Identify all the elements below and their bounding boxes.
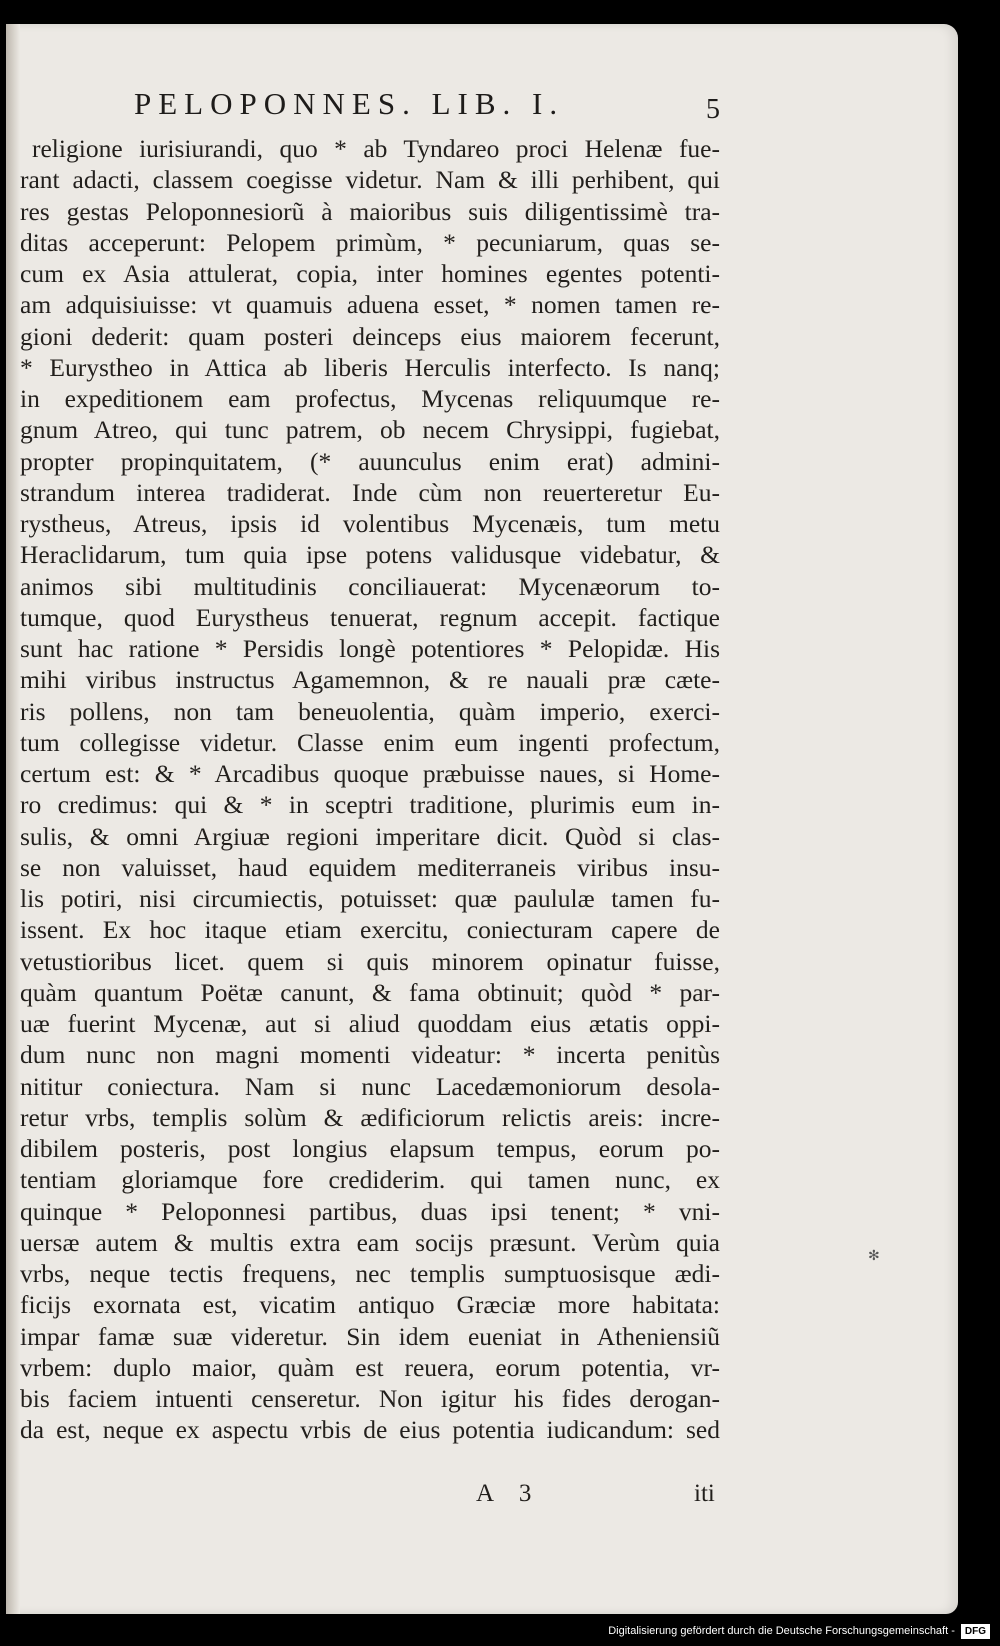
text-line: gioni dederit: quam posteri deinceps eius maiorem fecerunt, <box>20 321 720 351</box>
text-line: Heraclidarum, tum quia ipse potens validusque videbatur, & <box>20 540 720 570</box>
text-line: in expeditionem eam profectus, Mycenas reliquumque re- <box>20 384 720 413</box>
text-line: impar famæ suæ videretur. Sin idem eueniat in Atheniensiũ <box>20 1321 720 1351</box>
text-line: uersæ autem & multis extra eam socijs præsunt. Verùm quia <box>20 1227 720 1257</box>
text-line: vetustioribus licet. quem si quis minorem opinatur fuisse, <box>20 946 720 976</box>
text-line: * Eurystheo in Attica ab liberis Herculis interfecto. Is nanq; <box>20 352 720 382</box>
text-line: da est, neque ex aspectu vrbis de eius potentia iudicandum: sed <box>20 1415 720 1445</box>
catchword: iti <box>694 1480 715 1507</box>
text-line: ris pollens, non tam beneuolentia, quàm imperio, exerci- <box>20 696 720 726</box>
text-line: quinque * Peloponnesi partibus, duas ipsi tenent; * vni- <box>20 1196 720 1226</box>
dfg-logo: DFG <box>961 1624 990 1639</box>
text-line: quàm quantum Poëtæ canunt, & fama obtinuit; quòd * par- <box>20 977 720 1007</box>
text-line: bis faciem intuenti censeretur. Non igitur his fides derogan- <box>20 1384 720 1413</box>
text-line: strandum interea tradiderat. Inde cùm non reuerteretur Eu- <box>20 477 720 507</box>
text-line: gnum Atreo, qui tunc patrem, ob necem Chrysippi, fugiebat, <box>20 415 720 445</box>
text-line: uæ fuerint Mycenæ, aut si aliud quoddam eius ætatis oppi- <box>20 1009 720 1038</box>
text-line: retur vrbs, templis solùm & ædificiorum relictis areis: incre- <box>20 1102 720 1132</box>
text-line: nititur coniectura. Nam si nunc Lacedæmoniorum desola- <box>20 1071 720 1101</box>
text-line: ficijs exornata est, vicatim antiquo Græciæ more habitata: <box>20 1290 720 1320</box>
running-head <box>6 86 958 132</box>
digitization-credit <box>608 1620 990 1642</box>
text-line: tum collegisse videtur. Classe enim eum ingenti profectum, <box>20 727 720 757</box>
text-line: rant adacti, classem coegisse videtur. Nam & illi perhibent, qui <box>20 165 720 195</box>
text-line: res gestas Peloponnesiorũ à maioribus suis diligentissimè tra- <box>20 196 720 226</box>
text-line: ditas acceperunt: Pelopem primùm, * pecuniarum, quas se- <box>20 227 720 257</box>
text-line: tumque, quod Eurystheus tenuerat, regnum accepit. factique <box>20 602 720 632</box>
text-line: lis potiri, nisi circumiectis, potuisset: quæ paululæ tamen fu- <box>20 884 720 913</box>
text-line: issent. Ex hoc itaque etiam exercitu, coniecturam capere de <box>20 915 720 945</box>
page-number: 5 <box>706 94 720 125</box>
text-line: dibilem posteris, post longius elapsum tempus, eorum po- <box>20 1134 720 1163</box>
ink-speck-mark: ✻ <box>868 1248 880 1264</box>
running-head-title: PELOPONNES. LIB. I. <box>134 86 565 121</box>
text-line: sulis, & omni Argiuæ regioni imperitare dicit. Quòd si clas- <box>20 821 720 851</box>
text-line: religione iurisiurandi, quo * ab Tyndareo proci Helenæ fue- <box>32 134 720 163</box>
page-gutter-shadow <box>6 24 20 1614</box>
text-line: cum ex Asia attulerat, copia, inter homines egentes potenti- <box>20 259 720 288</box>
text-line: am adquisiuisse: vt quamuis aduena esset, * nomen tamen re- <box>20 290 720 320</box>
text-line: certum est: & * Arcadibus quoque præbuisse naues, si Home- <box>20 759 720 788</box>
text-line: sunt hac ratione * Persidis longè potentiores * Pelopidæ. His <box>20 634 720 663</box>
credit-text: Digitalisierung gefördert durch die Deutsche Forschungsgemeinschaft - <box>608 1625 955 1637</box>
page-footer <box>6 1480 958 1512</box>
book-page <box>6 24 958 1614</box>
text-line: vrbem: duplo maior, quàm est reuera, eorum potentia, vr- <box>20 1352 720 1382</box>
text-line: rystheus, Atreus, ipsis id volentibus Mycenæis, tum metu <box>20 509 720 538</box>
signature-mark: A 3 <box>476 1480 542 1507</box>
text-line: animos sibi multitudinis conciliauerat: Mycenæorum to- <box>20 571 720 601</box>
text-line: dum nunc non magni momenti videatur: * incerta penitùs <box>20 1040 720 1070</box>
text-line: se non valuisset, haud equidem mediterraneis viribus insu- <box>20 852 720 882</box>
text-line: propter propinquitatem, (* auunculus enim erat) admini- <box>20 446 720 476</box>
text-line: mihi viribus instructus Agamemnon, & re nauali præ cæte- <box>20 665 720 695</box>
text-line: ro credimus: qui & * in sceptri traditione, plurimis eum in- <box>20 790 720 820</box>
text-line: vrbs, neque tectis frequens, nec templis sumptuosisque ædi- <box>20 1259 720 1288</box>
body-text <box>20 133 720 1446</box>
text-line: tentiam gloriamque fore crediderim. qui tamen nunc, ex <box>20 1165 720 1195</box>
